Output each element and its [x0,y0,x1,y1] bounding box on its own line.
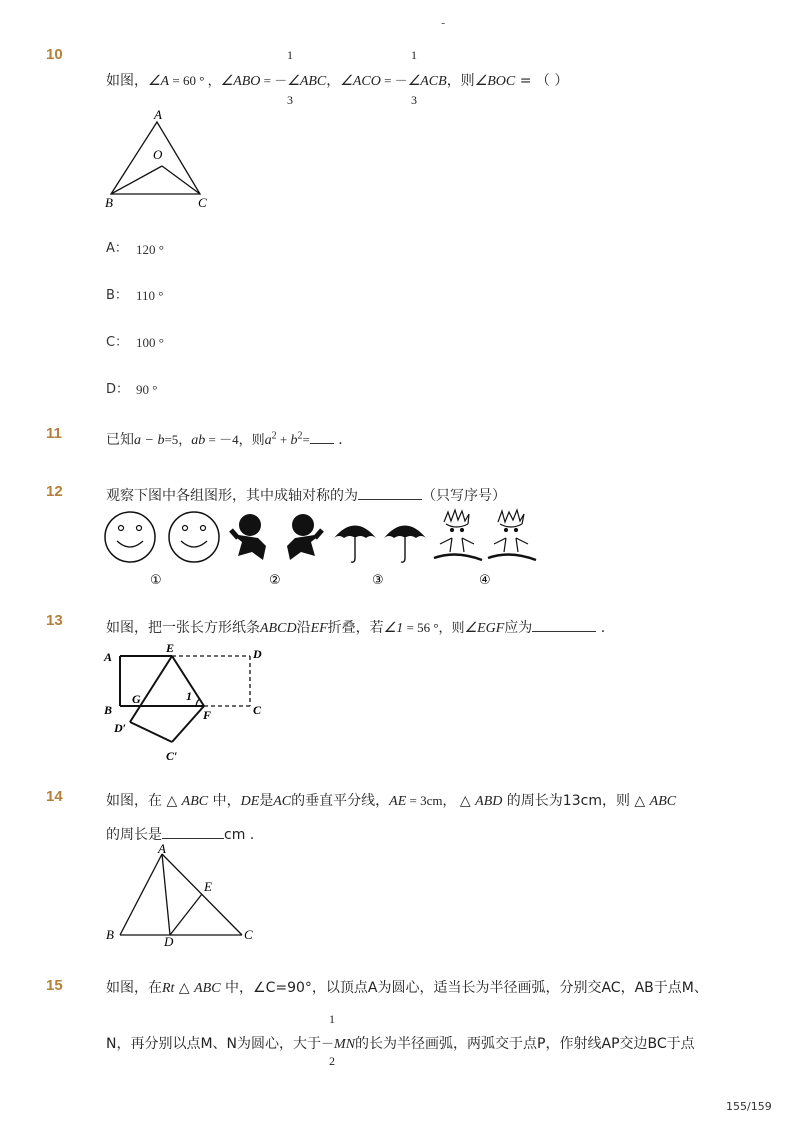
page-number: 155/159 [726,1100,772,1113]
vertex-label: B [105,195,113,210]
option-label[interactable]: C： [106,335,129,350]
vertex-label: E [166,642,175,655]
tree-figure-icon [434,510,482,560]
question-number: 14 [46,788,63,805]
question-text-continued: 的周长是 cm . [106,827,255,843]
folded-rectangle-figure [100,642,270,767]
fraction-denominator: 3 [287,93,293,107]
answer-blank[interactable] [532,619,596,632]
umbrella-icon [384,526,426,563]
vertex-label: O [153,147,163,162]
group-label: ② [269,573,281,588]
fraction-denominator: 3 [411,93,417,107]
question-text-continued: N，再分别以点M、N为圆心，大于－MN的长为半径画弧，两弧交于点P，作射线AP交边BC于点 [106,1036,695,1052]
vertex-label: A [104,650,113,664]
angle-label: 1 [186,689,192,703]
vertex-label: A [154,108,162,122]
question-number: 12 [46,483,63,500]
vertex-label: C′ [166,749,178,763]
question-text: 如图，∠A = 60 ° ，∠ABO = －∠ABC，∠ACO = －∠ACB，则∠BOC = （ ） [106,73,569,89]
symmetry-figures [100,508,550,590]
tree-figure-icon [488,510,536,560]
group-label: ③ [372,573,384,588]
fraction-numerator: 1 [287,48,293,62]
question-text: 已知a − b=5，ab = －4，则$a^2 + b^2=$ . [106,430,343,448]
vertex-label: D [164,934,174,949]
vertex-label: C [253,703,262,717]
triangle-figure [100,108,225,213]
answer-blank[interactable] [310,431,334,444]
fraction-numerator: 1 [329,1012,335,1026]
question-text: 如图，把一张长方形纸条ABCD沿EF折叠，若∠1 = 56 °，则∠EGF应为 . [106,620,606,636]
smiley-icon [169,512,219,562]
vertex-label: E [204,879,212,894]
answer-blank[interactable] [358,487,422,500]
group-label: ① [150,573,162,588]
vertex-label: C [198,195,207,210]
vertex-label: D [253,647,262,661]
smiley-icon [105,512,155,562]
question-text: 如图，在 △ ABC 中，DE是AC的垂直平分线，AE = 3cm， △ ABD 的周长为13cm，则 △ ABC [106,793,677,809]
fraction-denominator: 2 [329,1054,335,1068]
question-text: 如图，在Rt △ ABC 中，∠C=90°，以顶点A为圆心，适当长为半径画弧，分别交AC，AB于点M、 [106,980,708,996]
question-text: 观察下图中各组图形，其中成轴对称的为 （只写序号） [106,488,506,504]
vertex-label: G [132,692,141,706]
option-value[interactable]: 110 ° [136,288,164,303]
person-silhouette-icon [287,514,322,560]
vertex-label: B [106,927,114,942]
question-number: 13 [46,612,63,629]
option-label[interactable]: B： [106,288,128,303]
question-number: 15 [46,977,63,994]
person-silhouette-icon [231,514,266,560]
header-mark: - [441,16,446,30]
option-label[interactable]: D： [106,382,130,397]
option-value[interactable]: 100 ° [136,335,164,350]
option-value[interactable]: 90 ° [136,382,158,397]
question-number: 10 [46,46,63,63]
question-number: 11 [46,425,62,442]
vertex-label: A [158,842,166,856]
vertex-label: B [104,703,113,717]
answer-blank[interactable] [162,826,224,839]
option-value[interactable]: 120 ° [136,242,164,257]
triangle-figure [100,842,265,952]
vertex-label: D′ [114,721,127,735]
umbrella-icon [334,526,376,563]
fraction-denominator: 1 [411,48,417,62]
option-label[interactable]: A： [106,241,128,256]
vertex-label: F [203,708,212,722]
vertex-label: C [244,927,253,942]
group-label: ④ [479,573,491,588]
